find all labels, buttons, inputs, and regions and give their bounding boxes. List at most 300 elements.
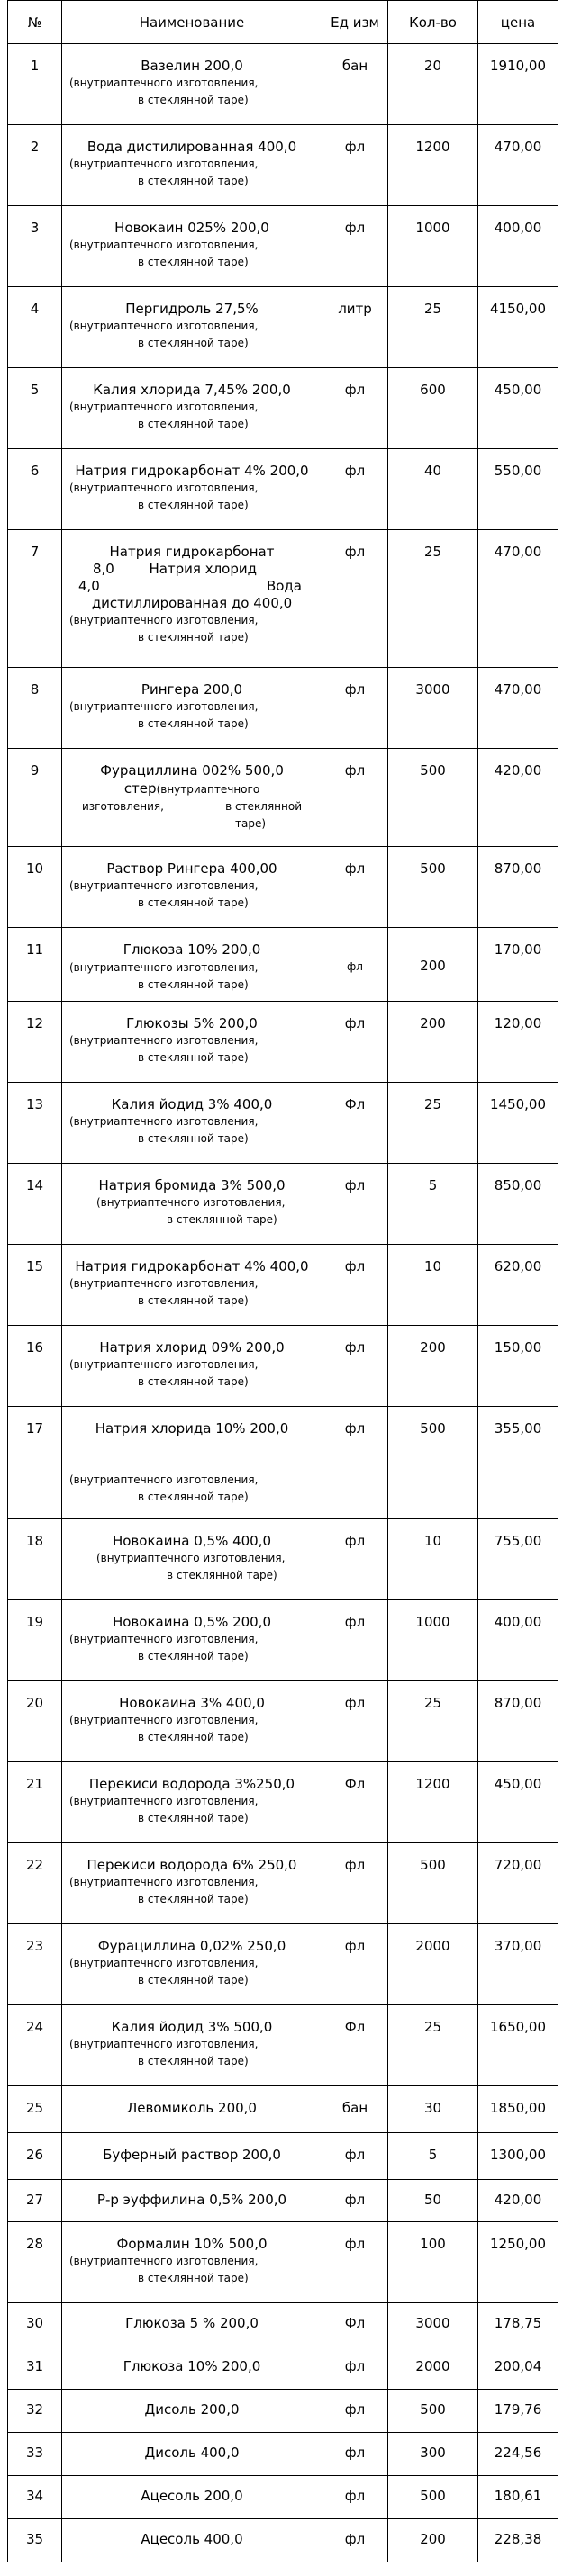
row-num-cell: 6 [8,449,62,530]
item-name: Р-р эуффилина 0,5% 200,0 [96,2192,287,2208]
row-qty-cell: 3000 [388,2303,478,2346]
row-qty-cell: 25 [388,287,478,368]
table-row [8,1600,558,1681]
item-note-line: (внутриаптечного изготовления, [69,1876,259,1888]
row-unit-cell: Фл [322,2303,388,2346]
row-qty-cell: 40 [388,449,478,530]
row-num-cell: 5 [8,368,62,449]
item-name-line [62,779,322,798]
table-row [8,2476,558,2519]
table-row [8,206,558,287]
row-name-cell [62,368,322,449]
row-name-cell [62,2433,322,2476]
row-qty-cell: 25 [388,530,478,668]
item-note-line: (внутриаптечного изготовления, [96,1552,286,1564]
item-note-line: (внутриаптечного изготовления, [69,239,259,251]
item-note-line: в стеклянной таре) [138,94,249,106]
row-price-cell: 1300,00 [478,2133,558,2180]
row-num-cell: 21 [8,1762,62,1843]
header-num: № [8,1,62,44]
row-qty-cell: 2000 [388,1924,478,2005]
item-name: Натрия хлорида 10% 200,0 [95,1420,289,1437]
item-name: Глюкоза 10% 200,0 [123,941,261,958]
item-note-line: (внутриаптечного изготовления, [69,158,259,170]
item-note-line: в стеклянной таре) [138,337,249,349]
row-unit-cell: фл [322,2519,388,2562]
table-row [8,2433,558,2476]
row-unit-cell: фл [322,1326,388,1407]
item-note-line: в стеклянной таре) [138,2272,249,2284]
item-note-line: (внутриаптечного изготовления, [69,1473,259,1486]
row-qty-cell: 3000 [388,668,478,749]
row-qty-cell: 300 [388,2433,478,2476]
row-unit-cell: фл [322,928,388,1002]
item-note-line: (внутриаптечного изготовления, [69,401,259,413]
row-name-cell [62,2390,322,2433]
row-price-cell: 870,00 [478,847,558,928]
row-unit-cell: бан [322,2086,388,2133]
row-num-cell: 18 [8,1519,62,1600]
row-num-cell: 23 [8,1924,62,2005]
item-note-line: в стеклянной таре) [138,631,249,644]
row-name-cell [62,1843,322,1924]
row-price-cell: 470,00 [478,530,558,668]
row-name-cell [62,1681,322,1762]
item-name: Новокаина 3% 400,0 [119,1695,265,1711]
item-name-line [62,561,322,578]
item-note-line: в стеклянной таре) [138,1375,249,1388]
row-qty-cell: 500 [388,1843,478,1924]
row-price-cell: 870,00 [478,1681,558,1762]
item-note-line: (внутриаптечного изготовления, [69,961,259,974]
row-unit-cell: фл [322,1164,388,1245]
item-note-line: (внутриаптечного изготовления, [69,320,259,332]
item-note-line: в стеклянной таре) [138,256,249,268]
row-unit-cell: фл [322,1600,388,1681]
row-unit-cell: фл [322,2433,388,2476]
row-unit-cell: фл [322,2180,388,2222]
row-qty-cell: 1000 [388,206,478,287]
item-name-block [62,762,322,833]
row-unit-cell: фл [322,749,388,847]
row-num-cell: 14 [8,1164,62,1245]
table-row [8,2005,558,2086]
item-name: Фурациллина 0,02% 250,0 [97,1938,286,1954]
item-name-line [62,578,322,595]
note-spacer [62,1437,322,1472]
table-row [8,2222,558,2303]
price-table [7,0,558,2562]
item-name-block [62,544,322,612]
item-name: Перекиси водорода 3%250,0 [88,1776,295,1792]
item-name: Глюкозы 5% 200,0 [126,1015,258,1031]
item-note-line: в стеклянной таре) [138,896,249,909]
item-name: Дисоль 400,0 [144,2445,240,2461]
row-price-cell: 1910,00 [478,44,558,125]
item-name: Новокаин 025% 200,0 [114,220,269,236]
row-num-cell: 11 [8,928,62,1002]
row-price-cell: 450,00 [478,1762,558,1843]
item-note-line: (внутриаптечного изготовления, [69,482,259,494]
table-row [8,125,558,206]
row-qty-cell: 25 [388,2005,478,2086]
item-name: Натрия бромида 3% 500,0 [98,1177,286,1193]
row-num-cell: 10 [8,847,62,928]
item-name: Левомиколь 200,0 [127,2100,257,2116]
row-qty-cell: 500 [388,847,478,928]
row-name-cell [62,1164,322,1245]
item-note-line: в стеклянной таре) [138,1812,249,1824]
table-row [8,368,558,449]
row-qty-cell: 500 [388,2476,478,2519]
row-num-cell: 30 [8,2303,62,2346]
row-name-cell [62,2222,322,2303]
row-name-cell [62,1600,322,1681]
table-row [8,449,558,530]
item-note-line: (внутриаптечного изготовления, [69,1358,259,1371]
row-qty-cell: 30 [388,2086,478,2133]
table-row [8,1002,558,1083]
item-name: Вода дистилированная 400,0 [86,139,297,155]
table-row [8,1762,558,1843]
row-price-cell: 620,00 [478,1245,558,1326]
row-name-cell [62,449,322,530]
row-name-cell [62,44,322,125]
row-num-cell: 27 [8,2180,62,2222]
row-qty-cell: 500 [388,2390,478,2433]
item-note-line: (внутриаптечного изготовления, [69,1633,259,1645]
row-num-cell: 15 [8,1245,62,1326]
row-qty-cell: 5 [388,1164,478,1245]
item-note-line: (внутриаптечного изготовления, [69,1034,259,1047]
row-name-cell [62,1407,322,1519]
row-unit-cell: Фл [322,2005,388,2086]
row-unit-cell: литр [322,287,388,368]
table-row [8,287,558,368]
row-qty-cell: 1200 [388,125,478,206]
item-name-part: 4,0 [78,578,100,594]
item-note-line: (внутриаптечного изготовления, [69,1714,259,1726]
row-price-cell: 400,00 [478,206,558,287]
item-note-line: в стеклянной таре) [138,2055,249,2067]
row-price-cell: 120,00 [478,1002,558,1083]
table-row [8,2133,558,2180]
item-name: Дисоль 200,0 [144,2401,240,2418]
row-unit-cell: фл [322,847,388,928]
item-name: Ацесоль 200,0 [141,2488,243,2504]
header-qty: Кол-во [388,1,478,44]
row-price-cell: 370,00 [478,1924,558,2005]
item-name: Калия йодид 3% 400,0 [111,1096,273,1112]
row-num-cell: 12 [8,1002,62,1083]
item-note-part: в стеклянной [225,800,302,813]
row-price-cell: 1450,00 [478,1083,558,1164]
row-qty-cell: 2000 [388,2346,478,2390]
item-note-line: в стеклянной таре) [138,978,249,991]
item-note-line: в стеклянной таре) [138,1650,249,1662]
item-name: Натрия гидрокарбонат 4% 400,0 [75,1258,309,1274]
row-num-cell: 26 [8,2133,62,2180]
row-name-cell [62,2519,322,2562]
item-name: Перекиси водорода 6% 250,0 [86,1857,297,1873]
item-name: Буферный раствор 200,0 [103,2147,281,2163]
row-price-cell: 178,75 [478,2303,558,2346]
row-qty-cell: 1000 [388,1600,478,1681]
row-price-cell: 4150,00 [478,287,558,368]
item-name: Новокаина 0,5% 400,0 [112,1533,272,1549]
row-unit-cell: фл [322,2476,388,2519]
item-note-line: в стеклянной таре) [138,1051,249,1064]
row-num-cell: 13 [8,1083,62,1164]
row-name-cell [62,530,322,668]
row-qty-cell: 10 [388,1245,478,1326]
item-note-line: в стеклянной таре) [138,1294,249,1307]
item-note-line: (внутриаптечного изготовления, [69,614,259,626]
item-note-line: в стеклянной таре) [138,1731,249,1743]
row-unit-cell: фл [322,2133,388,2180]
item-name-line: дистиллированная до 400,0 [91,595,293,611]
row-num-cell: 22 [8,1843,62,1924]
row-name-cell [62,1762,322,1843]
table-row [8,928,558,1002]
row-name-cell [62,1326,322,1407]
row-num-cell: 24 [8,2005,62,2086]
row-qty-cell: 10 [388,1519,478,1600]
row-num-cell: 20 [8,1681,62,1762]
item-note-line: (внутриаптечного изготовления, [69,879,259,892]
row-name-cell [62,1083,322,1164]
row-unit-cell: фл [322,1519,388,1600]
row-unit-cell: Фл [322,1083,388,1164]
item-note-line: в стеклянной таре) [138,175,249,187]
row-name-cell [62,749,322,847]
row-name-cell [62,668,322,749]
row-num-cell: 19 [8,1600,62,1681]
item-note-line: (внутриаптечного изготовления, [69,1795,259,1807]
row-name-cell [62,2303,322,2346]
table-row [8,2519,558,2562]
row-num-cell: 8 [8,668,62,749]
item-name-part: 8,0 [93,561,114,577]
row-qty-cell: 200 [388,928,478,1002]
table-row [8,1681,558,1762]
row-name-cell [62,1245,322,1326]
header-price: цена [478,1,558,44]
row-price-cell: 1650,00 [478,2005,558,2086]
row-price-cell: 420,00 [478,2180,558,2222]
row-unit-cell: фл [322,2390,388,2433]
row-price-cell: 180,61 [478,2476,558,2519]
row-qty-cell: 25 [388,1083,478,1164]
item-note-line: таре) [234,817,267,830]
row-name-cell [62,847,322,928]
row-name-cell [62,2086,322,2133]
row-name-cell [62,2476,322,2519]
item-note-line: в стеклянной таре) [167,1569,277,1581]
table-row [8,1083,558,1164]
row-num-cell: 25 [8,2086,62,2133]
row-price-cell: 470,00 [478,668,558,749]
row-num-cell: 33 [8,2433,62,2476]
row-num-cell: 34 [8,2476,62,2519]
row-unit-cell: фл [322,2222,388,2303]
table-row [8,1924,558,2005]
item-note-line: в стеклянной таре) [138,1893,249,1905]
item-name: Калия йодид 3% 500,0 [111,2019,273,2035]
row-price-cell: 355,00 [478,1407,558,1519]
item-note-line: в стеклянной таре) [167,1213,277,1226]
item-name: Пергидроль 27,5% [125,301,259,317]
row-unit-cell: фл [322,530,388,668]
item-note-line: (внутриаптечного изготовления, [69,77,259,89]
row-price-cell: 200,04 [478,2346,558,2390]
item-name: Глюкоза 10% 200,0 [123,2358,261,2374]
item-name-line: Фурациллина 002% 500,0 [100,762,284,779]
item-note-part: (внутриаптечного [156,783,260,796]
row-qty-cell: 1200 [388,1762,478,1843]
item-note-line: (внутриаптечного изготовления, [69,1115,259,1128]
table-row [8,2303,558,2346]
row-price-cell: 179,76 [478,2390,558,2433]
row-price-cell: 150,00 [478,1326,558,1407]
item-name: Вазелин 200,0 [141,58,243,74]
row-qty-cell: 500 [388,749,478,847]
table-row [8,1164,558,1245]
item-note-line: (внутриаптечного изготовления, [69,2255,259,2267]
row-price-cell: 420,00 [478,749,558,847]
row-unit-cell: фл [322,1002,388,1083]
row-qty-cell: 500 [388,1407,478,1519]
row-price-cell: 224,56 [478,2433,558,2476]
row-num-cell: 32 [8,2390,62,2433]
row-name-cell [62,928,322,1002]
row-unit-cell: фл [322,1843,388,1924]
table-row [8,1326,558,1407]
table-row [8,668,558,749]
item-name-part: Натрия хлорид [149,561,257,577]
item-note-line: в стеклянной таре) [138,1974,249,1986]
item-name: Натрия гидрокарбонат 4% 200,0 [75,463,309,479]
table-row [8,530,558,668]
row-unit-cell: фл [322,1924,388,2005]
row-price-cell: 1250,00 [478,2222,558,2303]
table-row [8,1245,558,1326]
row-name-cell [62,206,322,287]
row-price-cell: 170,00 [478,928,558,1002]
row-qty-cell: 25 [388,1681,478,1762]
row-name-cell [62,2005,322,2086]
item-note-line: (внутриаптечного изготовления, [69,1277,259,1290]
row-name-cell [62,2180,322,2222]
item-note-line: в стеклянной таре) [138,1132,249,1145]
row-price-cell: 850,00 [478,1164,558,1245]
row-num-cell: 9 [8,749,62,847]
header-row [8,1,558,44]
row-unit-cell: Фл [322,1762,388,1843]
item-note-line: в стеклянной таре) [138,1491,249,1503]
row-name-cell [62,1519,322,1600]
row-price-cell: 470,00 [478,125,558,206]
row-num-cell: 1 [8,44,62,125]
item-name: Рингера 200,0 [141,681,243,698]
table-row [8,2390,558,2433]
table-row [8,1519,558,1600]
table-row [8,2180,558,2222]
row-price-cell: 228,38 [478,2519,558,2562]
row-qty-cell: 5 [388,2133,478,2180]
row-unit-cell: фл [322,1681,388,1762]
item-name-part: Вода [266,578,302,594]
row-name-cell [62,287,322,368]
row-unit-cell: фл [322,2346,388,2390]
item-note-line: в стеклянной таре) [138,717,249,730]
item-note-line [62,798,322,815]
item-name: Натрия хлорид 09% 200,0 [99,1339,285,1356]
item-note-line: (внутриаптечного изготовления, [69,700,259,713]
row-price-cell: 400,00 [478,1600,558,1681]
row-unit-cell: фл [322,1407,388,1519]
item-name: Глюкоза 5 % 200,0 [125,2315,259,2331]
row-name-cell [62,2346,322,2390]
item-note-line: (внутриаптечного изготовления, [69,1957,259,1969]
row-num-cell: 31 [8,2346,62,2390]
row-name-cell [62,2133,322,2180]
row-num-cell: 4 [8,287,62,368]
item-name-line: Натрия гидрокарбонат [109,544,275,560]
row-qty-cell: 200 [388,1326,478,1407]
header-unit: Ед изм [322,1,388,44]
row-num-cell: 3 [8,206,62,287]
row-num-cell: 7 [8,530,62,668]
row-unit-cell: бан [322,44,388,125]
item-name: Ацесоль 400,0 [141,2531,243,2547]
table-row [8,1407,558,1519]
row-price-cell: 550,00 [478,449,558,530]
row-price-cell: 755,00 [478,1519,558,1600]
table-row [8,1843,558,1924]
row-name-cell [62,1924,322,2005]
row-name-cell [62,1002,322,1083]
row-qty-cell: 20 [388,44,478,125]
header-name: Наименование [62,1,322,44]
row-num-cell: 28 [8,2222,62,2303]
row-num-cell: 35 [8,2519,62,2562]
item-name-part: стер [123,780,157,797]
row-qty-cell: 200 [388,2519,478,2562]
row-num-cell: 2 [8,125,62,206]
row-unit-cell: фл [322,125,388,206]
table-row [8,2346,558,2390]
item-note-part: изготовления, [82,800,164,813]
item-name: Раствор Рингера 400,00 [106,860,277,877]
row-qty-cell: 100 [388,2222,478,2303]
row-name-cell [62,125,322,206]
item-note-line: (внутриаптечного изготовления, [69,2038,259,2050]
row-unit-cell: фл [322,668,388,749]
row-unit-cell: фл [322,368,388,449]
row-unit-cell: фл [322,449,388,530]
row-unit-cell: фл [322,206,388,287]
row-num-cell: 17 [8,1407,62,1519]
table-row [8,749,558,847]
item-name: Формалин 10% 500,0 [116,2236,268,2252]
row-price-cell: 720,00 [478,1843,558,1924]
row-unit-cell: фл [322,1245,388,1326]
item-note-line: в стеклянной таре) [138,499,249,511]
table-row [8,44,558,125]
row-qty-cell: 200 [388,1002,478,1083]
item-note-line: (внутриаптечного изготовления, [96,1196,286,1209]
